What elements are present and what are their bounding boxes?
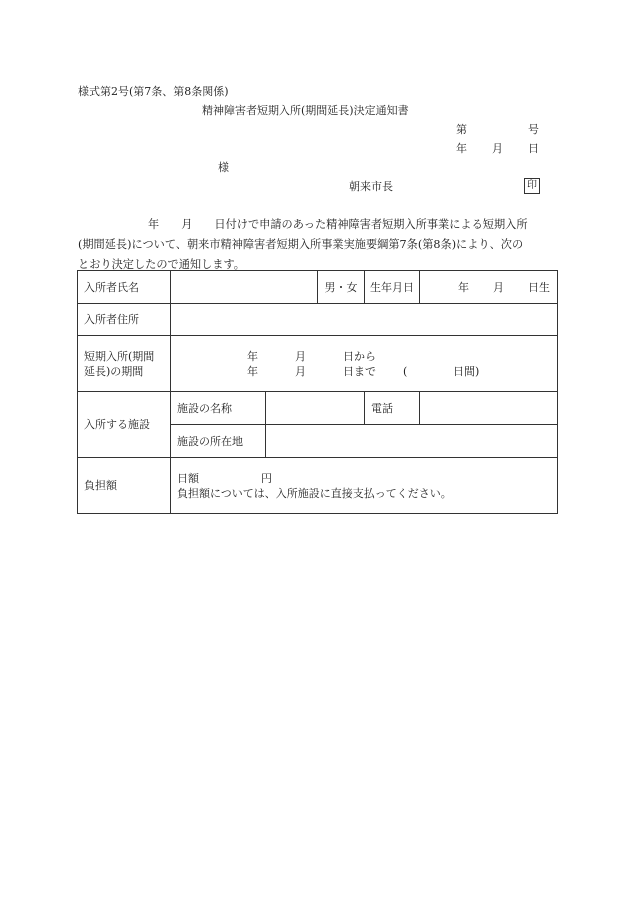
issue-year: 年 [456,142,467,155]
birthdate-value [420,271,558,304]
birth-day: 日生 [528,280,551,294]
issuer: 朝来市長 [349,180,393,193]
row-period [78,336,558,392]
body-line-1 [78,215,556,235]
name-value [171,271,318,304]
period-open-paren: ( [403,364,408,378]
period-to-year: 年 [247,364,258,378]
daily-amount [177,471,551,486]
form-number: 様式第2号(第7条、第8条関係) [78,85,229,98]
body-line-2: (期間延長)について、朝来市精神障害者短期入所事業実施要綱第7条(第8条)により、次の [78,238,524,251]
addressee-suffix: 様 [218,161,229,174]
issue-month: 月 [492,142,503,155]
facility-name-value [266,392,365,425]
facility-location-value [266,425,558,458]
doc-number-suffix: 号 [528,123,539,136]
body-month: 月 [181,218,193,231]
period-from-month: 月 [295,349,306,363]
body-line-3: とおり決定したので通知します。 [78,258,245,271]
address-label: 入所者住所 [78,304,171,336]
period-to [177,364,551,379]
period-days: 日間) [453,364,480,378]
charge-note: 負担額については、入所施設に直接支払ってください。 [177,486,452,500]
period-label [78,336,171,392]
period-from-day: 日から [343,349,376,363]
name-label: 入所者氏名 [78,271,171,304]
birth-year: 年 [458,280,470,294]
yen-unit: 円 [261,471,272,485]
period-from-year: 年 [247,349,258,363]
period-label-line-2: 延長)の期間 [84,364,144,378]
phone-value [420,392,558,425]
phone-label: 電話 [365,392,420,425]
period-to-month: 月 [295,364,306,378]
birthdate-label: 生年月日 [365,271,420,304]
issue-day: 日 [528,142,539,155]
notice-body [78,215,556,275]
facility-name-label: 施設の名称 [171,392,266,425]
facility-location-label: 施設の所在地 [171,425,266,458]
row-name [78,271,558,304]
facility-label: 入所する施設 [78,392,171,458]
row-address [78,304,558,336]
sex-field: 男・女 [318,271,365,304]
document-title: 精神障害者短期入所(期間延長)決定通知書 [202,104,409,117]
body-line-1-text: 日付けで申請のあった精神障害者短期入所事業による短期入所 [214,218,528,231]
doc-number-prefix: 第 [456,123,467,136]
address-value [171,304,558,336]
birth-month: 月 [493,280,505,294]
seal-mark: 印 [524,178,540,194]
daily-amount-label: 日額 [177,471,199,485]
period-to-day: 日まで [343,364,376,378]
period-label-line-1: 短期入所(期間 [84,349,155,363]
body-year: 年 [148,218,160,231]
charge-value [171,458,558,514]
notice-table [77,270,558,514]
row-facility-name [78,392,558,425]
period-from [177,349,551,364]
period-value [171,336,558,392]
row-charge [78,458,558,514]
charge-label: 負担額 [78,458,171,514]
